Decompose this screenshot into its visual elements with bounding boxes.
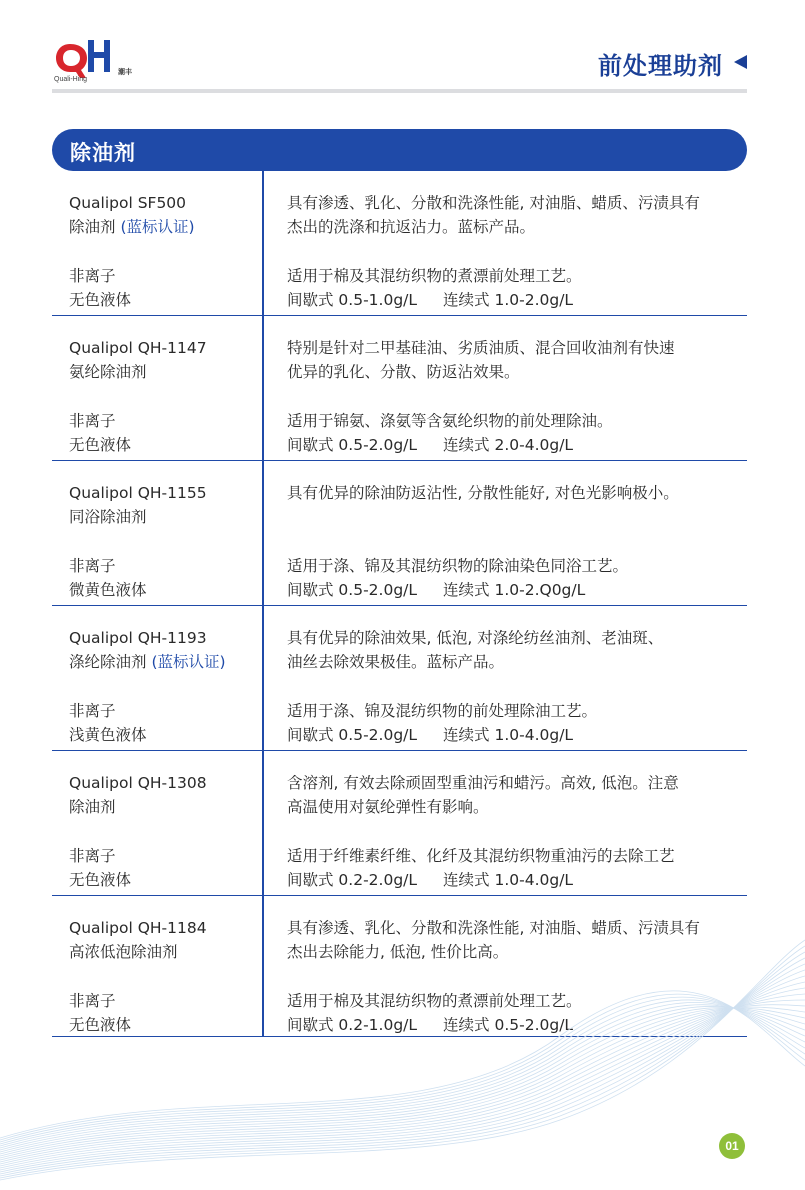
product-row: [52, 606, 747, 751]
ionic-type: 非离子: [69, 412, 116, 430]
product-row: [52, 751, 747, 896]
appearance: 无色液体: [69, 1016, 132, 1034]
certification-label: (蓝标认证): [120, 218, 195, 236]
product-row: [52, 461, 747, 606]
usage-text: 适用于涤、锦及混纺织物的前处理除油工艺。: [287, 702, 598, 720]
dosage-continuous: 连续式 1.0-4.0g/L: [443, 726, 574, 744]
dosage-batch: 间歇式 0.5-2.0g/L: [287, 726, 418, 744]
column-divider: [262, 461, 264, 605]
product-properties: [69, 699, 147, 747]
description-line: 油丝去除效果极佳。蓝标产品。: [287, 653, 505, 671]
ionic-type: 非离子: [69, 557, 116, 575]
column-divider: [262, 316, 264, 460]
product-usage: [287, 264, 749, 312]
description-line: 高温使用对氨纶弹性有影响。: [287, 798, 489, 816]
dosage-continuous: 连续式 1.0-4.0g/L: [443, 871, 574, 889]
dosage-continuous: 连续式 1.0-2.0g/L: [443, 291, 574, 309]
product-type: 同浴除油剂: [69, 508, 147, 526]
wave-line: [0, 994, 805, 1140]
product-name: Qualipol QH-1155: [69, 484, 207, 502]
product-identity: [69, 191, 195, 239]
product-usage: [287, 844, 749, 892]
column-divider: [262, 171, 264, 315]
product-description: [287, 191, 749, 239]
product-name: Qualipol QH-1308: [69, 774, 207, 792]
product-type: 除油剂: [69, 798, 116, 816]
ionic-type: 非离子: [69, 267, 116, 285]
description-line: 含溶剂, 有效去除顽固型重油污和蜡污。高效, 低泡。注意: [287, 774, 679, 792]
product-properties: [69, 554, 147, 602]
dosage-batch: 间歇式 0.5-2.0g/L: [287, 581, 418, 599]
product-description: [287, 771, 749, 819]
certification-label: (蓝标认证): [151, 653, 226, 671]
usage-text: 适用于纤维素纤维、化纤及其混纺织物重油污的去除工艺: [287, 847, 675, 865]
product-properties: [69, 844, 131, 892]
dosage-batch: 间歇式 0.2-2.0g/L: [287, 871, 418, 889]
product-type: 氨纶除油剂: [69, 363, 147, 381]
section-header-bar: [52, 129, 747, 171]
dosage-batch: 间歇式 0.5-2.0g/L: [287, 436, 418, 454]
usage-text: 适用于涤、锦及其混纺织物的除油染色同浴工艺。: [287, 557, 629, 575]
ionic-type: 非离子: [69, 702, 116, 720]
product-row: [52, 316, 747, 461]
product-usage: [287, 554, 749, 602]
product-name: Qualipol QH-1184: [69, 919, 207, 937]
description-line: 具有渗透、乳化、分散和洗涤性能, 对油脂、蜡质、污渍具有: [287, 194, 700, 212]
ionic-type: 非离子: [69, 847, 116, 865]
wave-line: [0, 1007, 805, 1156]
appearance: 无色液体: [69, 871, 132, 889]
dosage-batch: 间歇式 0.2-1.0g/L: [287, 1016, 418, 1034]
logo-chinese-name: 潮丰: [118, 68, 132, 76]
description-line: 具有优异的除油防返沾性, 分散性能好, 对色光影响极小。: [287, 484, 679, 502]
dosage-batch: 间歇式 0.5-1.0g/L: [287, 291, 418, 309]
column-divider: [262, 606, 264, 750]
decorative-wave-lines: [0, 910, 805, 1190]
product-identity: [69, 771, 207, 819]
product-type: 高浓低泡除油剂: [69, 943, 178, 961]
wave-line: [0, 1006, 805, 1150]
wave-line: [0, 1005, 805, 1148]
left-triangle-icon: [734, 55, 747, 69]
description-line: 杰出的洗涤和抗返沾力。蓝标产品。: [287, 218, 536, 236]
wave-line: [0, 958, 805, 1174]
appearance: 浅黄色液体: [69, 726, 147, 744]
product-name: Qualipol QH-1147: [69, 339, 207, 357]
wave-line: [0, 976, 805, 1168]
product-properties: [69, 264, 131, 312]
product-table: [52, 171, 747, 1037]
product-name: Qualipol SF500: [69, 194, 187, 212]
product-identity: [69, 481, 207, 529]
dosage-continuous: 连续式 1.0-2.Q0g/L: [443, 581, 586, 599]
description-line: 特别是针对二甲基硅油、劣质油质、混合回收油剂有快速: [287, 339, 675, 357]
wave-line: [0, 1008, 805, 1154]
product-identity: [69, 626, 226, 674]
logo-english-name: Quali-Hing: [54, 76, 88, 83]
dosage-continuous: 连续式 2.0-4.0g/L: [443, 436, 574, 454]
page-title: 前处理助剂: [598, 52, 723, 80]
page-number-badge: 01: [719, 1133, 745, 1159]
product-description: [287, 336, 749, 384]
product-properties: [69, 409, 131, 457]
description-line: 具有渗透、乳化、分散和洗涤性能, 对油脂、蜡质、污渍具有: [287, 919, 700, 937]
product-identity: [69, 336, 207, 384]
product-type: 除油剂: [69, 218, 116, 236]
header-divider: [52, 89, 747, 93]
appearance: 无色液体: [69, 291, 132, 309]
wave-line: [0, 994, 805, 1162]
product-name: Qualipol QH-1193: [69, 629, 207, 647]
product-row: [52, 171, 747, 316]
product-description: [287, 481, 749, 505]
wave-line: [0, 997, 805, 1142]
product-description: [287, 626, 749, 674]
wave-line: [0, 1000, 805, 1160]
description-line: 优异的乳化、分散、防返沾效果。: [287, 363, 520, 381]
wave-line: [0, 982, 805, 1166]
section-title: 除油剂: [70, 141, 136, 165]
appearance: 无色液体: [69, 436, 132, 454]
appearance: 微黄色液体: [69, 581, 147, 599]
usage-text: 适用于棉及其混纺织物的煮漂前处理工艺。: [287, 992, 582, 1010]
wave-line: [0, 940, 805, 1180]
product-usage: [287, 409, 749, 457]
product-type: 涤纶除油剂: [69, 653, 147, 671]
description-line: 杰出去除能力, 低泡, 性价比高。: [287, 943, 509, 961]
description-line: 具有优异的除油效果, 低泡, 对涤纶纺丝油剂、老油斑、: [287, 629, 664, 647]
ionic-type: 非离子: [69, 992, 116, 1010]
dosage-continuous: 连续式 0.5-2.0g/L: [443, 1016, 574, 1034]
column-divider: [262, 751, 264, 895]
product-usage: [287, 699, 749, 747]
wave-line: [0, 1002, 805, 1146]
usage-text: 适用于锦氨、涤氨等含氨纶织物的前处理除油。: [287, 412, 613, 430]
usage-text: 适用于棉及其混纺织物的煮漂前处理工艺。: [287, 267, 582, 285]
